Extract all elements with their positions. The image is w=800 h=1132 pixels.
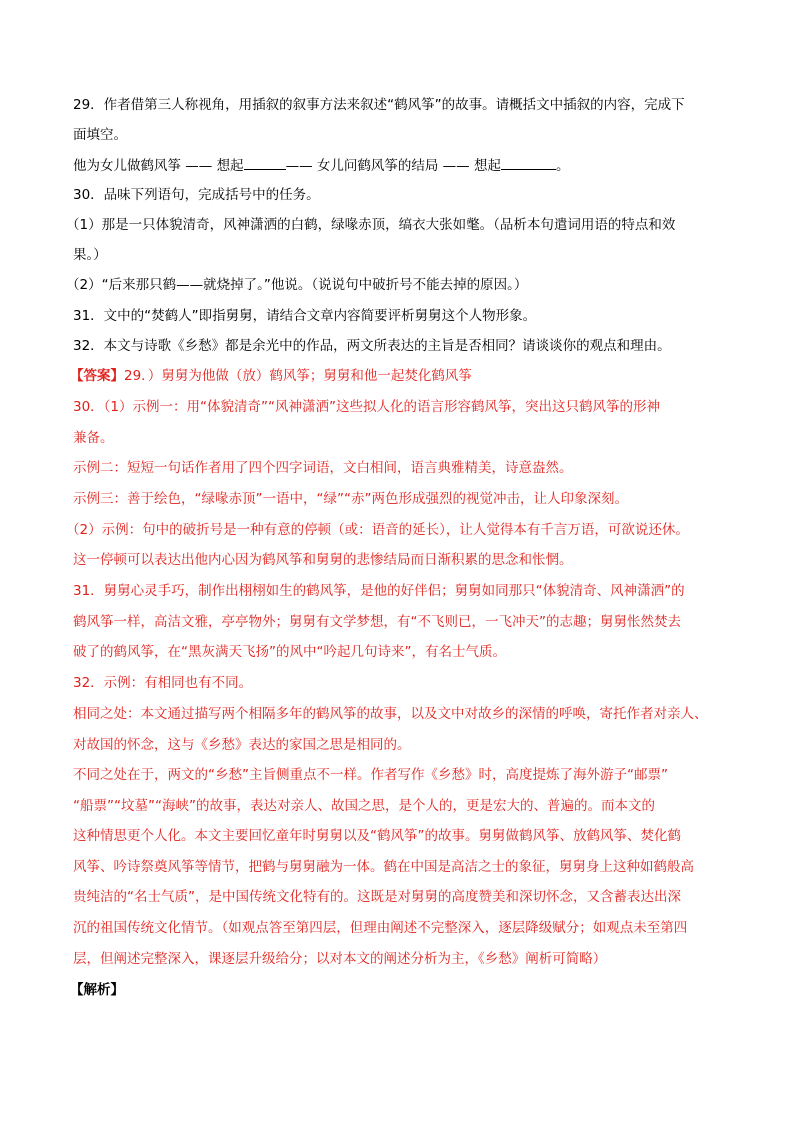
answer-30-line-2: 兼备。	[73, 430, 114, 446]
question-32: 32．本文与诗歌《乡愁》都是余光中的作品，两文所表达的主旨是否相同？请谈谈你的观点和理由。	[73, 338, 671, 354]
question-29-fill-in	[73, 155, 569, 176]
question-30-2: （2）“后来那只鹤——就烧掉了。”他说。（说说句中破折号不能去掉的原因。）	[66, 277, 528, 293]
answer-32-line-6: 这种情思更个人化。本文主要回忆童年时舅舅以及“鹤风筝”的故事。舅舅做鹤风筝、放鹤风筝、焚化鹤	[73, 828, 681, 844]
question-30-1-line-1: （1）那是一只体貌清奇，风神潇洒的白鹤，绿喙赤顶，缟衣大张如氅。（品析本句遣词用语的特点和效	[66, 217, 676, 233]
answer-29	[70, 366, 472, 386]
fill-text-3: 。	[555, 158, 570, 174]
answer-30-line-6: 这一停顿可以表达出他内心因为鹤风筝和舅舅的悲惨结局而日渐积累的思念和怅惘。	[73, 552, 573, 568]
answer-blank-1	[244, 155, 286, 170]
question-31: 31．文中的“焚鹤人”即指舅舅，请结合文章内容简要评析舅舅这个人物形象。	[73, 308, 537, 324]
answer-31-line-3: 破了的鹤风筝，在“黑灰满天飞扬”的风中“吟起几句诗来”，有名士气质。	[73, 644, 506, 660]
answer-30-line-3: 示例二：短短一句话作者用了四个四字词语，文白相间，语言典雅精美，诗意盎然。	[73, 460, 573, 476]
answer-blank-2	[501, 155, 556, 170]
answer-30-line-4: 示例三：善于绘色，“绿喙赤顶”一语中，“绿”“赤”两色形成强烈的视觉冲击，让人印象深刻。	[73, 491, 628, 507]
answer-32-line-3: 对故国的怀念，这与《乡愁》表达的家国之思是相同的。	[73, 737, 411, 753]
answer-31-line-2: 鹤风筝一样，高洁文雅，亭亭物外；舅舅有文学梦想，有“不飞则已，一飞冲天”的志趣；舅舅怅然焚去	[73, 614, 681, 630]
answer-32-line-1: 32．示例：有相同也有不同。	[73, 675, 253, 691]
answer-29-text: 29．）舅舅为他做（放）鹤风筝；舅舅和他一起焚化鹤风筝	[124, 368, 472, 384]
answer-32-line-2: 相同之处：本文通过描写两个相隔多年的鹤风筝的故事，以及文中对故乡的深情的呼唤，寄托作者对亲人、	[73, 706, 708, 722]
answer-label: 【答案】	[70, 368, 124, 384]
fill-text-1: 他为女儿做鹤风筝 —— 想起	[73, 158, 244, 174]
answer-32-line-7: 风筝、吟诗祭奠风筝等情节，把鹤与舅舅融为一体。鹤在中国是高洁之士的象征，舅舅身上这种如鹤般高	[73, 859, 694, 875]
answer-32-line-10: 层，但阐述完整深入，课逐层升级给分；以对本文的阐述分析为主，《乡愁》阐析可简略）	[73, 951, 607, 967]
answer-32-line-4: 不同之处在于，两文的“乡愁”主旨侧重点不一样。作者写作《乡愁》时，高度提炼了海外游子“邮票”	[73, 767, 668, 783]
question-29-line-1: 29．作者借第三人称视角，用插叙的叙事方法来叙述“鹤风筝”的故事。请概括文中插叙的内容，完成下	[73, 97, 685, 113]
answer-30-line-1: 30．（1）示例一：用“体貌清奇”“风神潇洒”这些拟人化的语言形容鹤风筝，突出这只鹤风筝的形神	[73, 399, 660, 415]
answer-32-line-5: “船票”“坟墓”“海峡”的故事，表达对亲人、故国之思，是个人的，更是宏大的、普遍的。而本文的	[73, 798, 655, 814]
answer-31-line-1: 31．舅舅心灵手巧，制作出栩栩如生的鹤风筝，是他的好伴侣；舅舅如同那只“体貌清奇、风神潇洒”的	[73, 583, 685, 599]
analysis-label: 【解析】	[70, 982, 124, 998]
answer-30-line-5: （2）示例：句中的破折号是一种有意的停顿（或：语音的延长），让人觉得本有千言万语，可欲说还休。	[66, 522, 689, 538]
question-29-line-2: 面填空。	[73, 127, 127, 143]
question-30: 30．品味下列语句，完成括号中的任务。	[73, 187, 320, 203]
question-30-1-line-2: 果。）	[73, 247, 107, 263]
answer-32-line-8: 贵纯洁的“名士气质”，是中国传统文化特有的。这既是对舅舅的高度赞美和深切怀念，又含蓄表达出深	[73, 889, 681, 905]
fill-text-2: —— 女儿问鹤风筝的结局 —— 想起	[285, 158, 501, 174]
answer-32-line-9: 沉的祖国传统文化情节。（如观点答至第四层，但理由阐述不完整深入，逐层降级赋分；如观点未至第四	[73, 920, 688, 936]
